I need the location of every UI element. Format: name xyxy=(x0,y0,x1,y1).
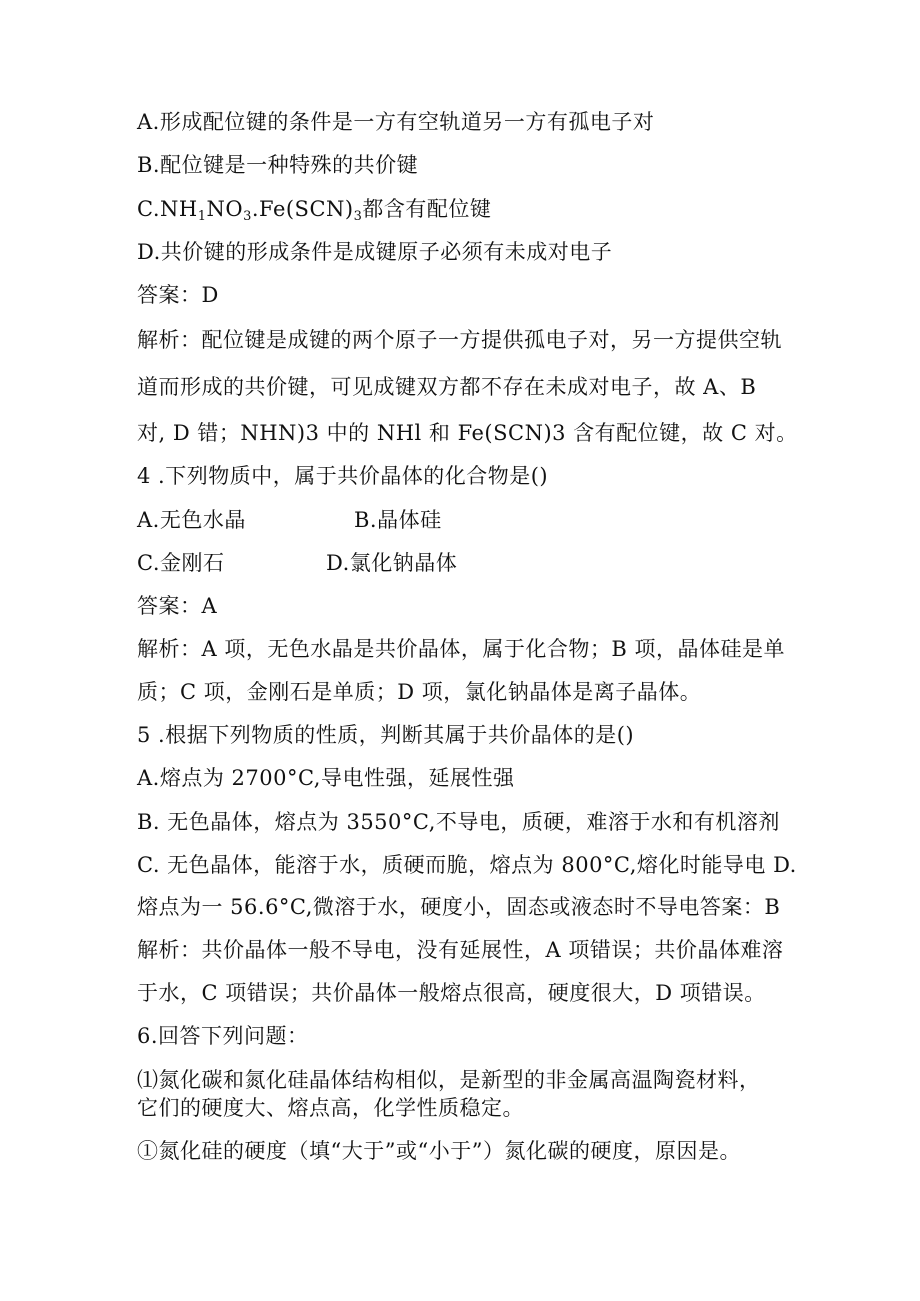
q5-analysis-line: 于水，C 项错误；共价晶体一般熔点很高，硬度很大，D 项错误。 xyxy=(137,981,766,1005)
q5-line: C. 无色晶体，能溶于水，质硬而脆，熔点为 800°C,熔化时能导电 D. xyxy=(137,853,797,877)
q4-option-c: C.金刚石 xyxy=(137,551,225,575)
q5-line: 熔点为一 56.6°C,微溶于水，硬度小，固态或液态时不导电答案：B xyxy=(137,895,781,919)
q3-option-c xyxy=(137,195,491,223)
q4-answer: 答案：A xyxy=(137,594,218,618)
q3-option-c-mid: NO xyxy=(206,197,244,221)
q6-stem: 6.回答下列问题： xyxy=(137,1024,309,1048)
q3-answer: 答案：D xyxy=(137,283,219,307)
q4-option-a: A.无色水晶 xyxy=(137,508,246,532)
q3-option-d: D.共价键的形成条件是成键原子必须有未成对电子 xyxy=(137,240,613,264)
q3-option-c-pre: C.NH xyxy=(137,197,198,221)
q6-part1-line: 它们的硬度大、熔点高，化学性质稳定。 xyxy=(137,1096,524,1120)
q6-part1-line: ⑴氮化碳和氮化硅晶体结构相似，是新型的非金属高温陶瓷材料， xyxy=(137,1068,761,1092)
q3-option-c-mid2: .Fe(SCN) xyxy=(251,197,354,221)
q3-option-c-sub1: 1 xyxy=(197,209,207,224)
q3-option-c-sub3: 3 xyxy=(353,209,363,224)
q4-option-b: B.晶体硅 xyxy=(354,508,442,532)
q5-line: A.熔点为 2700°C,导电性强，延展性强 xyxy=(137,766,515,790)
q5-analysis-line: 解析：共价晶体一般不导电，没有延展性，A 项错误；共价晶体难溶 xyxy=(137,938,784,962)
q4-option-d: D.氯化钠晶体 xyxy=(326,551,458,575)
q3-option-c-post: 都含有配位键 xyxy=(362,197,492,221)
q3-option-a: A.形成配位键的条件是一方有空轨道另一方有孤电子对 xyxy=(137,110,655,134)
q3-option-c-sub2: 3 xyxy=(243,209,252,224)
q3-analysis-line: 解析：配位键是成键的两个原子一方提供孤电子对，另一方提供空轨 xyxy=(137,328,782,352)
q3-analysis-line: 对, D 错；NHN)3 中的 NHl 和 Fe(SCN)3 含有配位键，故 C 对。 xyxy=(137,421,798,445)
q4-analysis-line: 质；C 项，金刚石是单质；D 项，氯化钠晶体是离子晶体。 xyxy=(137,680,702,704)
q4-analysis-line: 解析：A 项，无色水晶是共价晶体，属于化合物；B 项，晶体硅是单 xyxy=(137,637,785,661)
q5-stem: 5 .根据下列物质的性质，判断其属于共价晶体的是() xyxy=(137,723,635,747)
q4-stem: 4 .下列物质中，属于共价晶体的化合物是() xyxy=(137,464,549,488)
q3-analysis-line: 道而形成的共价键，可见成键双方都不存在未成对电子，故 A、B xyxy=(137,375,757,399)
q6-sub1: ①氮化硅的硬度（填“大于”或“小于”）氮化碳的硬度，原因是。 xyxy=(137,1139,741,1163)
q5-line: B. 无色晶体，熔点为 3550°C,不导电，质硬，难溶于水和有机溶剂 xyxy=(137,810,780,834)
q3-option-b: B.配位键是一种特殊的共价键 xyxy=(137,153,419,177)
